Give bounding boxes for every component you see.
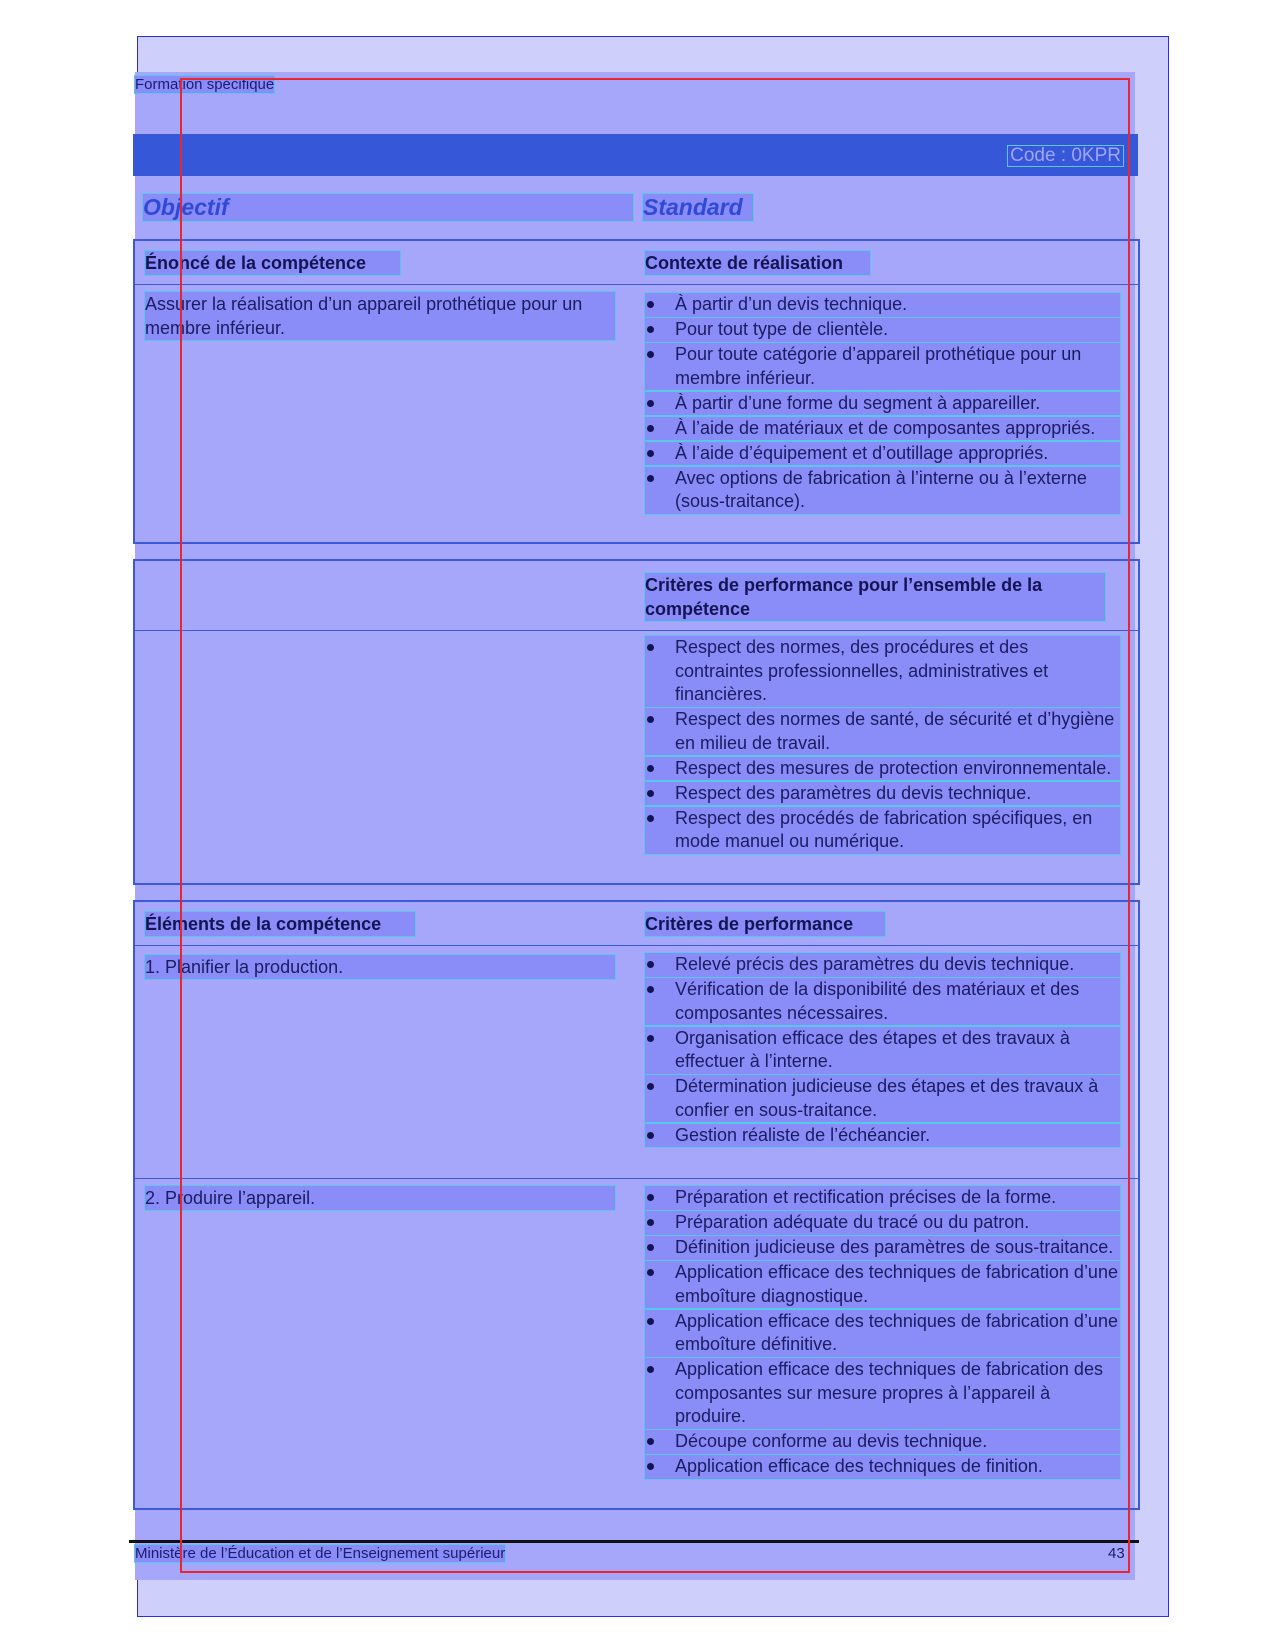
criteria-list: [645, 953, 1120, 1149]
list-item: Respect des normes, des procédures et des contraintes professionnelles, administratives et financières.: [645, 636, 1120, 707]
bullet-icon: [647, 1035, 654, 1042]
code-band: [133, 134, 1138, 176]
criteria-header: Critères de performance: [645, 912, 885, 936]
list-item: Avec options de fabrication à l’interne ou à l’externe (sous-traitance).: [645, 467, 1120, 514]
element-label: 1. Planifier la production.: [145, 955, 615, 979]
overall-criteria-list: [645, 636, 1120, 855]
list-item: À partir d’un devis technique.: [645, 293, 1120, 317]
bullet-icon: [647, 450, 654, 457]
list-item: Respect des mesures de protection environnementale.: [645, 757, 1120, 781]
section-header: [135, 902, 1138, 946]
list-item: Relevé précis des paramètres du devis technique.: [645, 953, 1120, 977]
bullet-icon: [647, 1194, 654, 1201]
bullet-icon: [647, 301, 654, 308]
list-item: À partir d’une forme du segment à appareiller.: [645, 392, 1120, 416]
list-item: Préparation et rectification précises de la forme.: [645, 1186, 1120, 1210]
footer-rule: [129, 1540, 1139, 1543]
bullet-icon: [647, 326, 654, 333]
bullet-icon: [647, 986, 654, 993]
bullet-icon: [647, 1132, 654, 1139]
list-item: À l’aide d’équipement et d’outillage appropriés.: [645, 442, 1120, 466]
bullet-icon: [647, 1244, 654, 1251]
elements-section: [133, 900, 1140, 1510]
overall-criteria-header: Critères de performance pour l’ensemble de la compétence: [645, 573, 1105, 621]
running-header: Formation spécifique: [135, 76, 275, 93]
list-item: Gestion réaliste de l’échéancier.: [645, 1124, 1120, 1148]
section-header: [135, 561, 1138, 631]
competency-code: Code : 0KPR: [1007, 145, 1124, 167]
elements-header: Éléments de la compétence: [145, 912, 415, 936]
list-item: Organisation efficace des étapes et des travaux à effectuer à l’interne.: [645, 1027, 1120, 1074]
list-item: Respect des paramètres du devis technique.: [645, 782, 1120, 806]
bullet-icon: [647, 1463, 654, 1470]
bullet-icon: [647, 1083, 654, 1090]
objectif-title: Objectif: [143, 194, 633, 221]
list-item: Application efficace des techniques de fabrication des composantes sur mesure propres à l’appareil à produire.: [645, 1358, 1120, 1429]
list-item: Application efficace des techniques de finition.: [645, 1455, 1120, 1479]
standard-title: Standard: [643, 194, 753, 221]
contexte-header: Contexte de réalisation: [645, 251, 870, 275]
list-item: Respect des normes de santé, de sécurité et d’hygiène en milieu de travail.: [645, 708, 1120, 755]
list-item: Pour toute catégorie d’appareil prothétique pour un membre inférieur.: [645, 343, 1120, 390]
list-item: Vérification de la disponibilité des matériaux et des composantes nécessaires.: [645, 978, 1120, 1025]
bullet-icon: [647, 425, 654, 432]
overall-criteria-section: [133, 559, 1140, 885]
competence-section: [133, 239, 1140, 544]
bullet-icon: [647, 1219, 654, 1226]
bullet-icon: [647, 1438, 654, 1445]
element-label: 2. Produire l’appareil.: [145, 1186, 615, 1210]
competence-statement: Assurer la réalisation d’un appareil prothétique pour un membre inférieur.: [145, 292, 615, 340]
bullet-icon: [647, 961, 654, 968]
row-divider: [135, 1178, 1138, 1179]
bullet-icon: [647, 790, 654, 797]
bullet-icon: [647, 1269, 654, 1276]
list-item: Application efficace des techniques de fabrication d’une emboîture définitive.: [645, 1310, 1120, 1357]
bullet-icon: [647, 475, 654, 482]
bullet-icon: [647, 1366, 654, 1373]
list-item: Découpe conforme au devis technique.: [645, 1430, 1120, 1454]
bullet-icon: [647, 716, 654, 723]
enonce-header: Énoncé de la compétence: [145, 251, 400, 275]
bullet-icon: [647, 644, 654, 651]
bullet-icon: [647, 765, 654, 772]
bullet-icon: [647, 815, 654, 822]
bullet-icon: [647, 1318, 654, 1325]
list-item: Application efficace des techniques de fabrication d’une emboîture diagnostique.: [645, 1261, 1120, 1308]
list-item: Définition judicieuse des paramètres de sous-traitance.: [645, 1236, 1120, 1260]
section-header: [135, 241, 1138, 285]
page-number: 43: [1108, 1545, 1125, 1562]
footer-ministry: Ministère de l’Éducation et de l’Enseignement supérieur: [135, 1545, 506, 1562]
list-item: Préparation adéquate du tracé ou du patron.: [645, 1211, 1120, 1235]
list-item: Pour tout type de clientèle.: [645, 318, 1120, 342]
bullet-icon: [647, 351, 654, 358]
bullet-icon: [647, 400, 654, 407]
criteria-list: [645, 1186, 1120, 1480]
list-item: À l’aide de matériaux et de composantes appropriés.: [645, 417, 1120, 441]
contexte-list: [645, 293, 1120, 515]
list-item: Respect des procédés de fabrication spécifiques, en mode manuel ou numérique.: [645, 807, 1120, 854]
list-item: Détermination judicieuse des étapes et des travaux à confier en sous-traitance.: [645, 1075, 1120, 1122]
